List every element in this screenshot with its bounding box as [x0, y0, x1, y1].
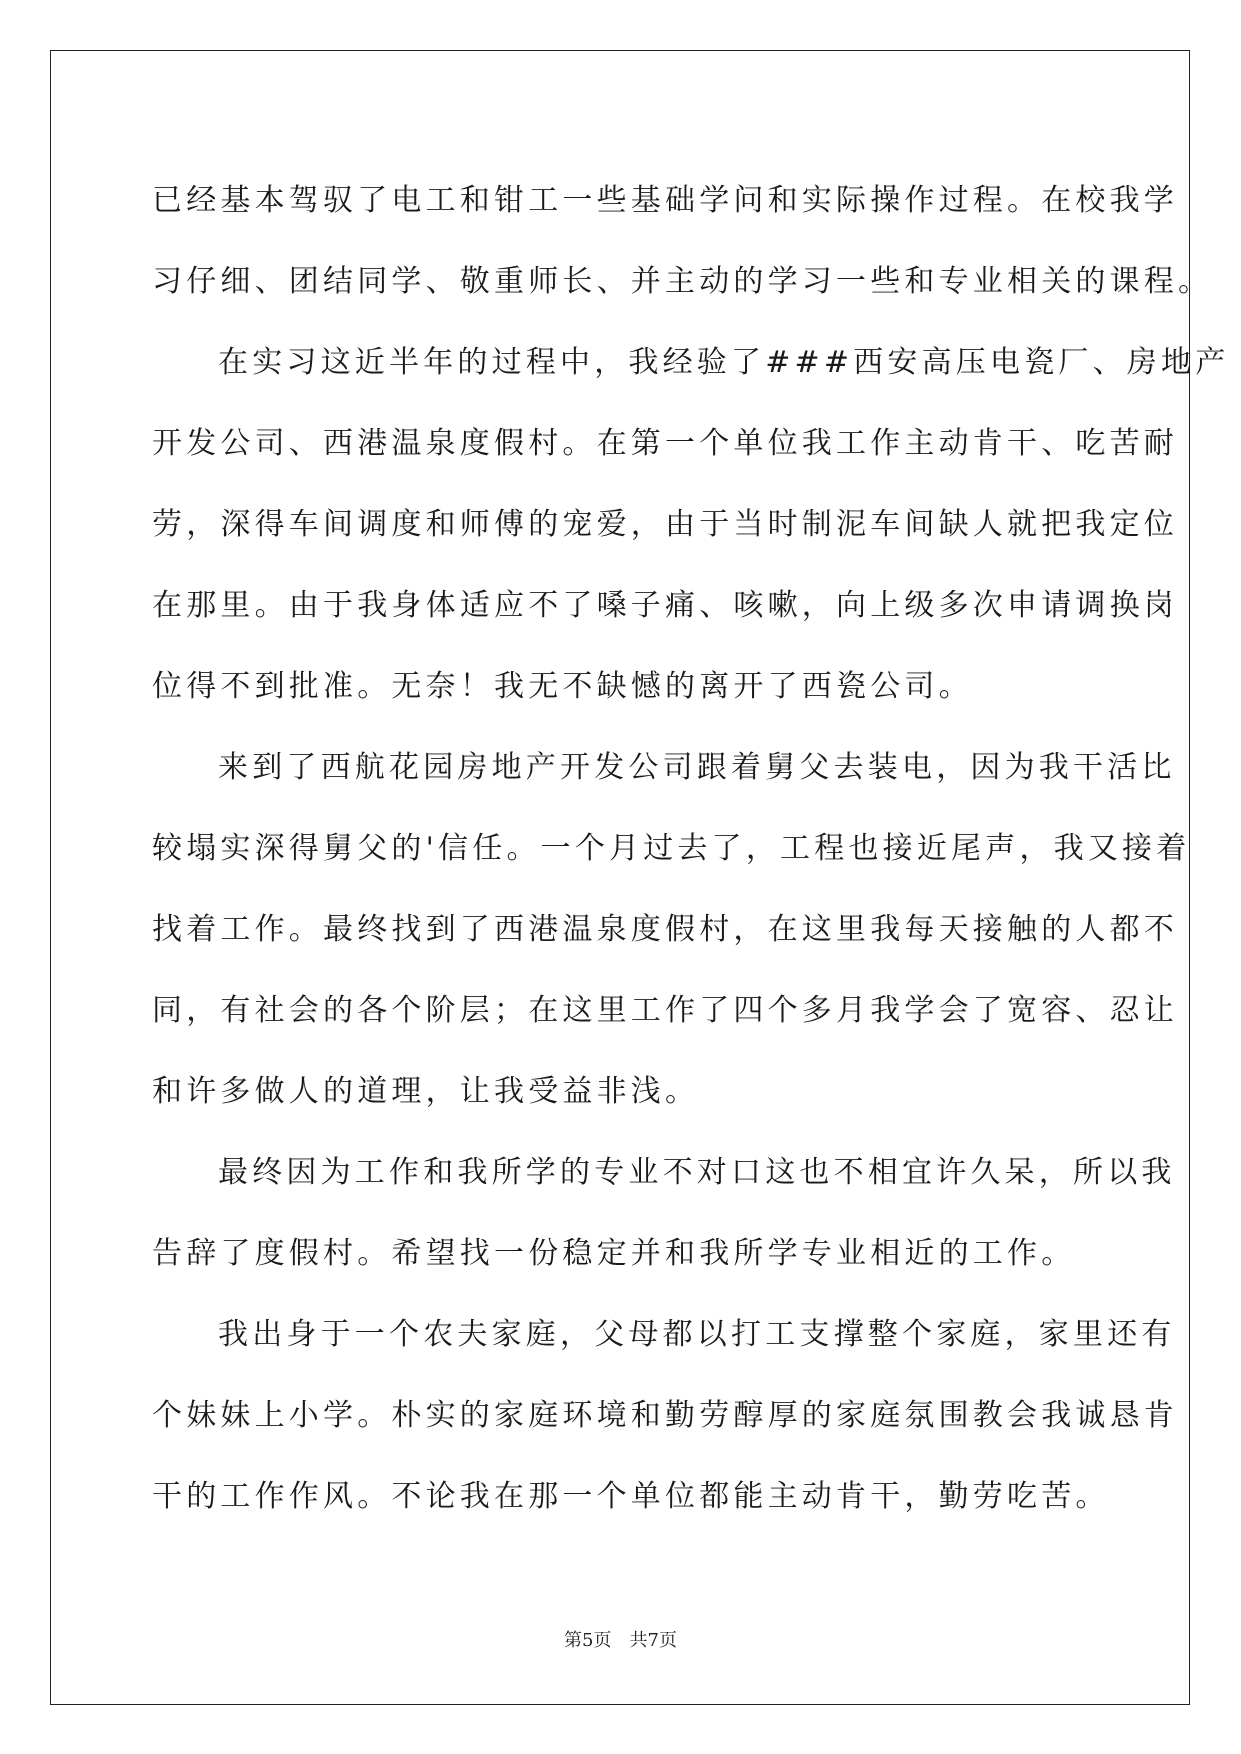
text-line: 劳，深得车间调度和师傅的宠爱，由于当时制泥车间缺人就把我定位 — [152, 507, 1178, 542]
text-line: 找着工作。最终找到了西港温泉度假村，在这里我每天接触的人都不 — [152, 912, 1178, 947]
text-line: 开发公司、西港温泉度假村。在第一个单位我工作主动肯干、吃苦耐 — [152, 426, 1178, 461]
paragraph-start-line: 最终因为工作和我所学的专业不对口这也不相宜许久呆，所以我 — [218, 1155, 1176, 1190]
text-line: 同，有社会的各个阶层；在这里工作了四个多月我学会了宽容、忍让 — [152, 993, 1178, 1028]
paragraph-start-line: 在实习这近半年的过程中，我经验了###西安高压电瓷厂、房地产 — [218, 345, 1230, 380]
paragraph-start-line: 我出身于一个农夫家庭，父母都以打工支撑整个家庭，家里还有 — [218, 1317, 1176, 1352]
text-line: 和许多做人的道理，让我受益非浅。 — [152, 1074, 700, 1109]
document-body — [152, 160, 1230, 1537]
page-number-footer: 第5页 共7页 — [564, 1630, 677, 1651]
text-line: 较塌实深得舅父的'信任。一个月过去了，工程也接近尾声，我又接着 — [152, 831, 1191, 866]
text-line: 在那里。由于我身体适应不了嗓子痛、咳嗽，向上级多次申请调换岗 — [152, 588, 1178, 623]
text-line: 干的工作作风。不论我在那一个单位都能主动肯干，勤劳吃苦。 — [152, 1479, 1110, 1514]
text-line: 已经基本驾驭了电工和钳工一些基础学问和实际操作过程。在校我学 — [152, 183, 1178, 218]
text-line: 个妹妹上小学。朴实的家庭环境和勤劳醇厚的家庭氛围教会我诚恳肯 — [152, 1398, 1178, 1433]
text-line: 位得不到批准。无奈！我无不缺憾的离开了西瓷公司。 — [152, 669, 973, 704]
paragraph-start-line: 来到了西航花园房地产开发公司跟着舅父去装电，因为我干活比 — [218, 750, 1176, 785]
text-line: 告辞了度假村。希望找一份稳定并和我所学专业相近的工作。 — [152, 1236, 1076, 1271]
text-line: 习仔细、团结同学、敬重师长、并主动的学习一些和专业相关的课程。 — [152, 264, 1213, 299]
